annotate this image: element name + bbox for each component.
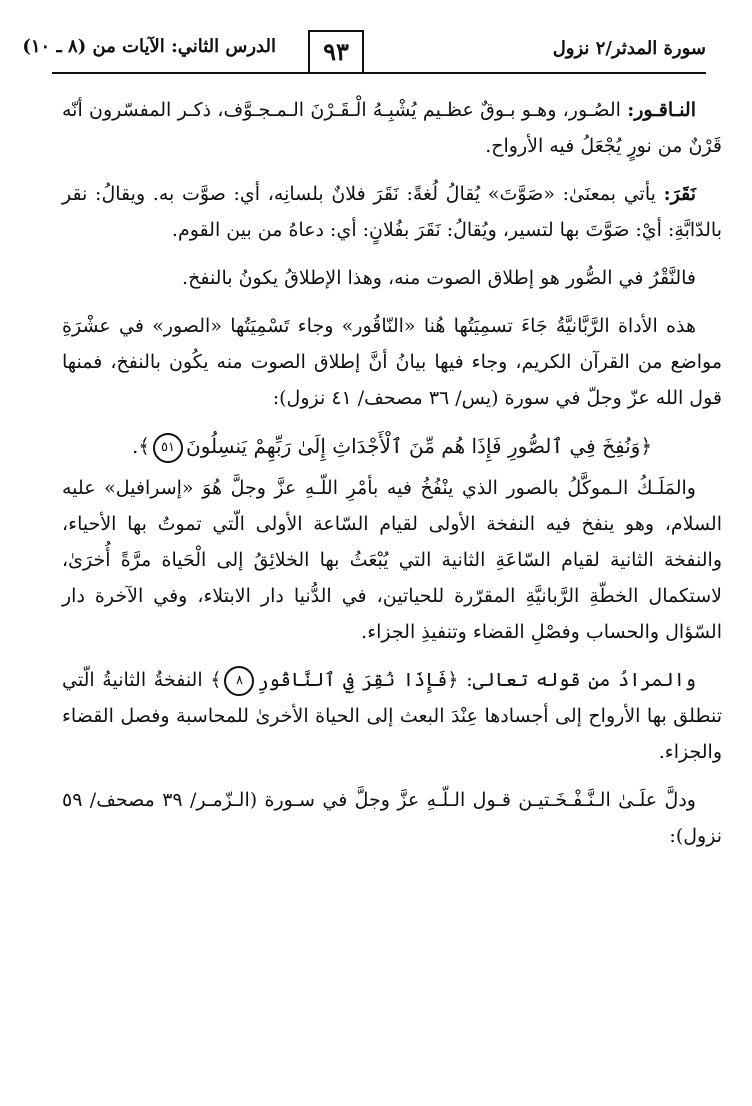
paragraph-instrument xyxy=(62,308,722,416)
ayah-number-badge: ٥١ xyxy=(153,433,183,463)
paragraph-text: الصُـور، وهـو بـوقٌ عظـيم يُشْبِـهُ الْـقَـرْنَ الـمـجـوَّف، ذكـر المفسّرون أنّه قَرْنٌ من نورٍ يُجْعَلُ فيه الأرواح. xyxy=(62,99,722,157)
verse-close: ﴾. xyxy=(131,434,151,458)
paragraph-naqur xyxy=(62,92,722,164)
paragraph-text: فالنَّقْرُ في الصُّور هو إطلاق الصوت منه، وهذا الإطلاقُ يكونُ بالنفخ. xyxy=(182,267,696,289)
paragraph-text: يأتي بمعنَىٰ: «صَوَّتَ» يُقالُ لُغةً: نَقَرَ فلانٌ بلسانِه، أي: صوَّت به. ويقالُ: نقر بالدّابَّةِ: أيْ: صَوَّتَ بها لتسير، ويُقالُ: نَقَرَ بفُلانٍ: أي: دعاهُ من بين القوم. xyxy=(62,183,722,241)
surah-title: سورة المدثر/٢ نزول xyxy=(552,38,706,59)
paragraph-text: النفخةُ الثانيةُ الّتي تنطلق بها الأرواح إلى أجسادها عِنْدَ البعث إلى الحياة الأخرىٰ للمحاسبة وفصل القضاء والجزاء. xyxy=(62,669,722,763)
paragraph-meaning xyxy=(62,662,722,770)
term-naqara: نَقَرَ: xyxy=(663,183,696,205)
paragraph-text: والمرادُ من قوله تعالى: xyxy=(458,669,697,691)
inline-verse-text: ﴿فَإِذَا نُقِرَ فِي ٱلنَّاقُورِ xyxy=(257,669,459,691)
verse-text: ﴿وَنُفِخَ فِي ٱلصُّورِ فَإِذَا هُم مِّنَ ٱلْأَجْدَاثِ إِلَىٰ رَبِّهِمْ يَنسِلُونَ xyxy=(186,434,653,458)
paragraph-text: والمَلَـكُ الـموكَّلُ بالصور الذي ينْفُخُ فيه بأمْرِ اللّـهِ عزَّ وجلَّ هُوَ «إسرافيل» عليه السلام، وهو ينفخ فيه النفخة الأولى لقيام السّاعة الأولى الّتي تموتُ بها الأحياء، والنفخة الثانية لقيام السّاعَةِ الثانية التي يُبْعَثُ بها الخلائِقُ إلى الْحَياة مرَّةً أُخرَىٰ، لاستكمال الخطّةِ الرَّبانيَّةِ المقرّرة للحياتين، في الدُّنيا دار الابتلاء، وفي الآخرة دار السّؤال والحساب وفصْلِ القضاء وتنفيذِ الجزاء. xyxy=(62,477,722,643)
ayah-number-badge: ٨ xyxy=(224,666,254,696)
paragraph-naqara xyxy=(62,176,722,248)
quran-verse-yasin xyxy=(62,428,722,464)
paragraph-two-blasts xyxy=(62,782,722,854)
paragraph-text: ودلَّ علَـىٰ الـنَّـفْـخَـتيـن قـول الـلّـهِ عزَّ وجلَّ في سـورة (الـزّمـر/ ٣٩ مصحف/ ٥٩ نزول): xyxy=(62,789,722,847)
page-body xyxy=(62,92,722,866)
term-naqur: النـاقـور: xyxy=(627,99,696,121)
paragraph-naqr xyxy=(62,260,722,296)
lesson-title: الدرس الثاني: الآيات من (٨ ـ ١٠) xyxy=(22,36,276,57)
header-divider xyxy=(52,72,706,74)
page-number: ٩٣ xyxy=(308,30,364,72)
paragraph-angel xyxy=(62,470,722,650)
paragraph-text: هذه الأداة الرَّبَّانيَّةُ جَاءَ تسمِيَتُها هُنا «النّاقُور» وجاء تَسْمِيَتُها «الصور» في عشْرَةِ مواضع من القرآن الكريم، وجاء فيها بيانُ أنَّ إطلاق الصوت منه يكُون بالنفخ، فمنها قول الله عزّ وجلّ في سورة (يس/ ٣٦ مصحف/ ٤١ نزول): xyxy=(62,315,722,409)
page-header xyxy=(22,30,706,74)
inline-verse-close: ﴾ xyxy=(210,669,222,691)
